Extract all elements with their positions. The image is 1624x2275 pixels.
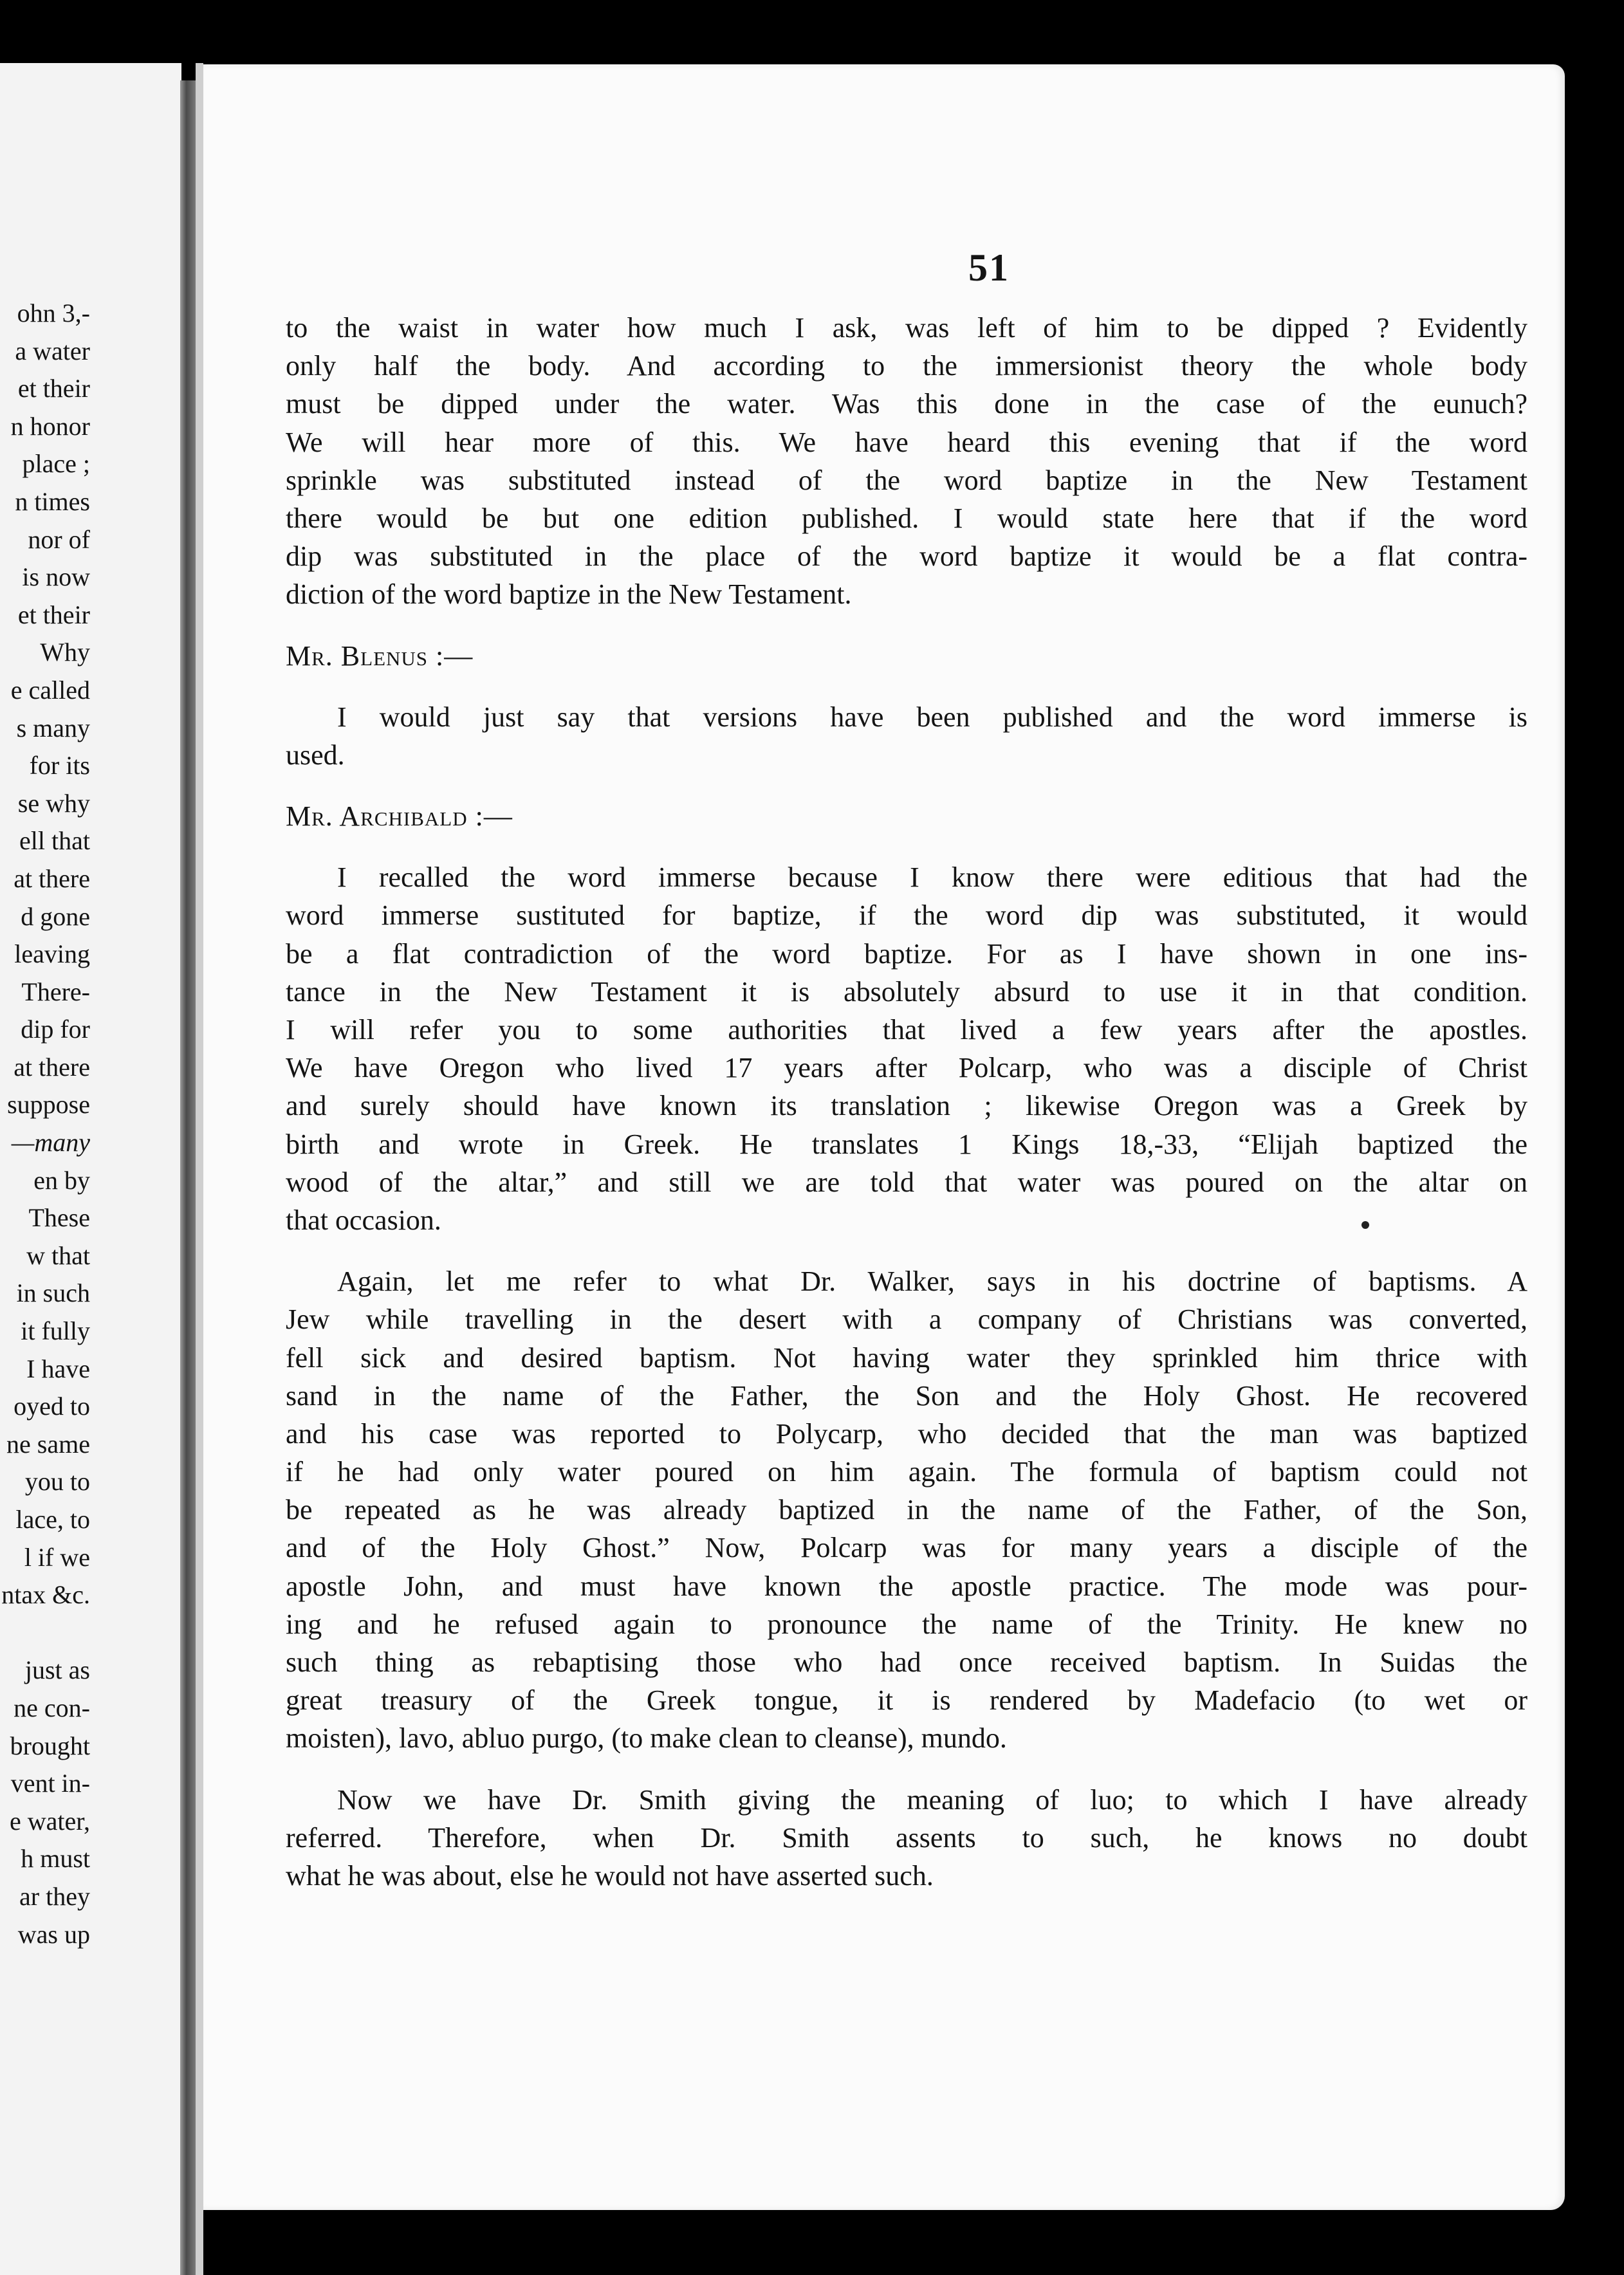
- paragraph-gap: [286, 774, 1527, 797]
- previous-page-line: at there: [14, 1052, 90, 1082]
- paragraph-gap: [286, 1239, 1527, 1262]
- previous-page-text: [0, 295, 90, 1953]
- previous-page-line: en by: [33, 1165, 90, 1195]
- previous-page-line: There-: [21, 977, 90, 1006]
- text-line: sprinkle was substituted instead of the word baptize in the New Testament: [286, 464, 1527, 496]
- speaker-heading: Mr. Archibald :—: [286, 800, 513, 833]
- previous-page-line: w that: [26, 1240, 90, 1270]
- previous-page-line: in such: [16, 1278, 90, 1308]
- body-text: [286, 309, 1527, 1895]
- previous-page-line: n honor: [10, 411, 90, 441]
- book-gutter: [180, 80, 196, 2275]
- text-line: We have Oregon who lived 17 years after Polcarp, who was a disciple of Christ: [286, 1052, 1527, 1084]
- previous-page-line: [0, 1614, 90, 1652]
- text-line: dip was substituted in the place of the word baptize it would be a flat contra-: [286, 540, 1527, 573]
- paragraph-gap: [286, 675, 1527, 698]
- previous-page-line: nor of: [28, 524, 90, 554]
- text-line: and his case was reported to Polycarp, who decided that the man was baptized: [286, 1417, 1527, 1450]
- text-line: be a flat contradiction of the word baptize. For as I have shown in one ins-: [286, 937, 1527, 970]
- previous-page-line: ohn 3,-: [17, 299, 90, 327]
- paragraph-gap: [286, 835, 1527, 858]
- previous-page-line: place ;: [22, 449, 90, 479]
- text-line: fell sick and desired baptism. Not having water they sprinkled him thrice with: [286, 1341, 1527, 1374]
- previous-page-line: leaving: [14, 939, 90, 969]
- previous-page-line: vent in-: [10, 1769, 90, 1798]
- previous-page-line: l if we: [24, 1542, 90, 1572]
- page-edge: [196, 63, 203, 2275]
- text-line: apostle John, and must have known the apostle practice. The mode was pour-: [286, 1570, 1527, 1602]
- text-line: used.: [286, 739, 345, 771]
- previous-page-line: se why: [17, 788, 90, 818]
- text-line: such thing as rebaptising those who had once received baptism. In Suidas the: [286, 1646, 1527, 1678]
- text-line: Jew while travelling in the desert with a company of Christians was converted,: [286, 1303, 1527, 1336]
- text-line: Now we have Dr. Smith giving the meaning of luo; to which I have already: [337, 1783, 1527, 1816]
- previous-page-line: ne same: [6, 1429, 90, 1459]
- text-line: ing and he refused again to pronounce the name of the Trinity. He knew no: [286, 1608, 1527, 1640]
- text-line: tance in the New Testament it is absolutely absurd to use it in that condition.: [286, 975, 1527, 1008]
- previous-page-line: a water: [15, 336, 90, 365]
- text-line: diction of the word baptize in the New Testament.: [286, 578, 852, 611]
- current-page: [203, 64, 1565, 2210]
- previous-page-line: —many: [11, 1128, 90, 1157]
- previous-page-line: n times: [15, 486, 90, 516]
- text-line: We will hear more of this. We have heard this evening that if the word: [286, 426, 1527, 458]
- previous-page-line: is now: [22, 562, 90, 592]
- previous-page-line: h must: [21, 1844, 90, 1874]
- speaker-heading: Mr. Blenus :—: [286, 640, 474, 672]
- previous-page-line: Why: [40, 638, 90, 667]
- previous-page-line: ell that: [19, 826, 90, 856]
- previous-page-line: et their: [17, 600, 90, 629]
- previous-page-line: oyed to: [14, 1392, 90, 1421]
- previous-page-line: et their: [17, 374, 90, 403]
- text-line: there would be but one edition published. I would state here that if the word: [286, 502, 1527, 534]
- previous-page-line: s many: [16, 713, 90, 742]
- text-line: word immerse sustituted for baptize, if the word dip was substituted, it would: [286, 899, 1527, 932]
- previous-page-line: brought: [10, 1731, 90, 1760]
- previous-page-line: d gone: [21, 901, 90, 931]
- text-line: that occasion.: [286, 1204, 441, 1236]
- text-line: I would just say that versions have been published and the word immerse is: [337, 701, 1527, 733]
- text-line: referred. Therefore, when Dr. Smith assents to such, he knows no doubt: [286, 1821, 1527, 1854]
- text-line: I will refer you to some authorities that lived a few years after the apostles.: [286, 1014, 1527, 1045]
- previous-page-line: at there: [14, 863, 90, 893]
- previous-page-line: These: [28, 1203, 90, 1233]
- text-line: and surely should have known its translation ; likewise Oregon was a Greek by: [286, 1090, 1527, 1122]
- paragraph-gap: [286, 1758, 1527, 1781]
- previous-page-line: ntax &c.: [1, 1580, 90, 1610]
- text-line: sand in the name of the Father, the Son and the Holy Ghost. He recovered: [286, 1379, 1527, 1412]
- text-line: be repeated as he was already baptized in the name of the Father, of the Son,: [286, 1494, 1527, 1526]
- previous-page-line: just as: [24, 1655, 90, 1685]
- previous-page-line: you to: [24, 1467, 90, 1497]
- previous-page-line: ar they: [19, 1881, 90, 1911]
- previous-page-line: it fully: [21, 1316, 90, 1346]
- text-line: moisten), lavo, abluo purgo, (to make clean to cleanse), mundo.: [286, 1722, 1007, 1755]
- previous-page-line: e called: [10, 675, 90, 705]
- text-line: wood of the altar,” and still we are told that water was poured on the altar on: [286, 1166, 1527, 1198]
- text-line: to the waist in water how much I ask, was left of him to be dipped ? Evidently: [286, 312, 1527, 344]
- page-number: 51: [968, 246, 1010, 289]
- text-line: birth and wrote in Greek. He translates 1 Kings 18,-33, “Elijah baptized the: [286, 1128, 1527, 1160]
- previous-page-line: dip for: [21, 1015, 90, 1044]
- text-line: if he had only water poured on him again. The formula of baptism could not: [286, 1456, 1527, 1488]
- previous-page-line: lace, to: [15, 1505, 90, 1534]
- text-line: I recalled the word immerse because I know there were editious that had the: [337, 861, 1527, 894]
- previous-page-line: I have: [26, 1354, 90, 1383]
- previous-page-line: was up: [17, 1919, 90, 1949]
- previous-page-line: ne con-: [14, 1693, 90, 1722]
- previous-page-line: e water,: [10, 1806, 90, 1836]
- previous-page-line: for its: [29, 751, 90, 780]
- text-line: Again, let me refer to what Dr. Walker, says in his doctrine of baptisms. A: [337, 1266, 1527, 1298]
- text-line: great treasury of the Greek tongue, it is rendered by Madefacio (to wet or: [286, 1684, 1527, 1717]
- previous-page-fragment: [0, 63, 181, 2275]
- text-line: and of the Holy Ghost.” Now, Polcarp was for many years a disciple of the: [286, 1532, 1527, 1564]
- text-line: only half the body. And according to the immersionist theory the whole body: [286, 350, 1527, 382]
- text-line: must be dipped under the water. Was this done in the case of the eunuch?: [286, 388, 1527, 420]
- ink-speck: [1361, 1221, 1369, 1229]
- text-line: what he was about, else he would not have asserted such.: [286, 1859, 934, 1892]
- previous-page-line: suppose: [7, 1090, 90, 1119]
- paragraph-gap: [286, 614, 1527, 637]
